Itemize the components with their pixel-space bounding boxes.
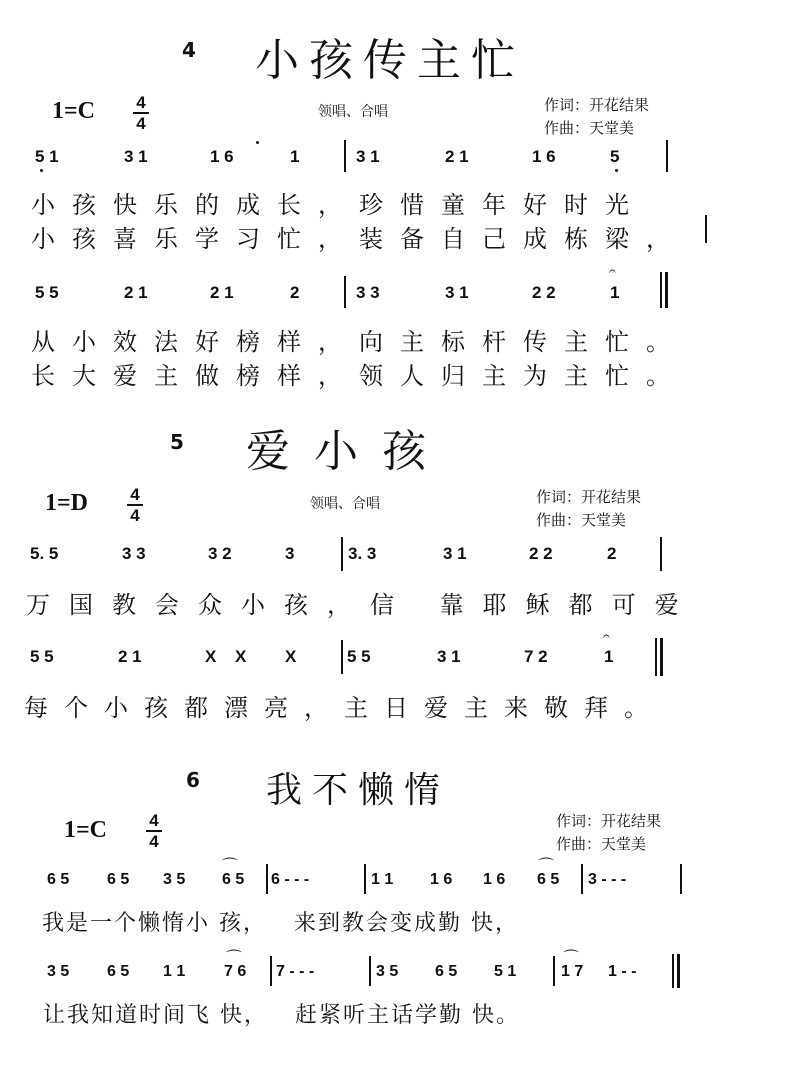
- slur-icon: ⌒: [222, 856, 239, 875]
- key-signature: 1=C: [64, 817, 108, 843]
- note-group: X: [285, 647, 297, 666]
- lyricist-credit: 作词：开花结果: [536, 488, 642, 506]
- note-group: 3 - - -: [588, 871, 627, 888]
- note-group: 2: [290, 283, 300, 302]
- note-group: 5 5: [30, 647, 54, 666]
- note-group: 1 1: [371, 871, 394, 888]
- lyric-line: 小孩喜乐学习忙，装备自己成栋梁，: [31, 225, 687, 253]
- song-number: 6: [186, 768, 200, 792]
- note-group: 6 - - -: [271, 871, 310, 888]
- lyric-line: 长大爱主做榜样，领人归主为主忙。: [31, 362, 687, 390]
- note-group: 2 1: [210, 283, 234, 302]
- note-group: X X: [205, 647, 247, 666]
- barline: [266, 864, 268, 894]
- note-group: 6 5: [107, 963, 130, 980]
- note-group: 2 1: [124, 283, 148, 302]
- note-group: 2 2: [529, 544, 553, 563]
- note-group: 2: [607, 544, 617, 563]
- barline: [680, 864, 682, 894]
- barline: [553, 956, 555, 986]
- note-group: 3 1: [124, 147, 148, 166]
- note-group: 5. 5: [30, 544, 59, 563]
- barline: [655, 638, 657, 676]
- note-group: 6 5: [107, 871, 130, 888]
- note-group: 3 2: [208, 544, 232, 563]
- note-group: 3: [285, 544, 295, 563]
- note-group: 6 5: [222, 871, 245, 888]
- note-group: 6 5: [537, 871, 560, 888]
- lyricist-credit: 作词：开花结果: [556, 812, 662, 830]
- barline: [660, 537, 662, 571]
- barline: [666, 140, 668, 172]
- song-title: 我不懒惰: [266, 770, 451, 811]
- time-signature: 4 4: [146, 812, 162, 850]
- fermata-icon: 𝄐: [609, 264, 616, 278]
- barline: [369, 956, 371, 986]
- note-group: 3 5: [376, 963, 399, 980]
- low-octave-dot: [40, 169, 43, 172]
- barline: [581, 864, 583, 894]
- time-signature: 4 4: [127, 486, 143, 524]
- note-group: 1: [610, 283, 620, 302]
- slur-icon: ⌒: [226, 948, 243, 967]
- song-title: 爱小孩: [246, 426, 450, 477]
- performance-note: 领唱、合唱: [310, 496, 380, 512]
- composer-credit: 作曲：天堂美: [544, 119, 635, 137]
- lyric-line: 每个小孩都漂亮，主日爱主来敬拜。: [24, 694, 664, 722]
- lyric-line: 小孩快乐的成长，珍惜童年好时光: [31, 191, 646, 219]
- performance-note: 领唱、合唱: [318, 104, 388, 120]
- note-group: 5 5: [35, 283, 59, 302]
- note-group: 7 6: [224, 963, 247, 980]
- note-group: 3 3: [356, 283, 380, 302]
- note-group: 3. 3: [348, 544, 377, 563]
- note-group: 3 3: [122, 544, 146, 563]
- note-group: 2 1: [445, 147, 469, 166]
- barline: [364, 864, 366, 894]
- barline: [270, 956, 272, 986]
- slur-icon: ⌒: [538, 856, 555, 875]
- note-group: 3 5: [163, 871, 186, 888]
- low-octave-dot: [615, 169, 618, 172]
- note-group: 1 7: [561, 963, 584, 980]
- fermata-icon: 𝄐: [603, 629, 610, 643]
- song-title: 小孩传主忙: [255, 35, 525, 86]
- note-group: 2 2: [532, 283, 556, 302]
- time-signature: 4 4: [133, 94, 149, 132]
- lyric-line: 我是一个懒惰小 孩， 来到教会变成勤 快，: [42, 911, 519, 936]
- song-number: 5: [170, 430, 184, 454]
- note-group: 1 1: [163, 963, 186, 980]
- note-group: 7 - - -: [276, 963, 315, 980]
- note-group: 5 5: [347, 647, 371, 666]
- note-group: 1 6: [532, 147, 556, 166]
- barline: [705, 215, 707, 243]
- barline: [672, 954, 674, 988]
- composer-credit: 作曲：天堂美: [536, 511, 627, 529]
- note-group: 3 1: [356, 147, 380, 166]
- note-group: 3 5: [47, 963, 70, 980]
- key-signature: 1=C: [52, 98, 96, 124]
- note-group: 7 2: [524, 647, 548, 666]
- note-group: 2 1: [118, 647, 142, 666]
- lyric-line: 让我知道时间飞 快， 赶紧听主话学勤 快。: [43, 1003, 520, 1028]
- barline: [341, 640, 343, 674]
- note-group: 1 6: [210, 147, 234, 166]
- key-signature: 1=D: [45, 490, 89, 516]
- note-group: 5: [610, 147, 620, 166]
- note-group: 1 - -: [608, 963, 637, 980]
- barline: [660, 272, 662, 308]
- note-group: 5 1: [494, 963, 517, 980]
- lyric-line: 从小效法好榜样，向主标杆传主忙。: [31, 328, 687, 356]
- final-barline: [677, 954, 680, 988]
- barline: [344, 276, 346, 308]
- note-group: 1: [290, 147, 300, 166]
- final-barline: [660, 638, 663, 676]
- note-group: 3 1: [443, 544, 467, 563]
- barline: [341, 537, 343, 571]
- composer-credit: 作曲：天堂美: [556, 835, 647, 853]
- final-barline: [665, 272, 668, 308]
- note-group: 1 6: [483, 871, 506, 888]
- barline: [344, 140, 346, 172]
- note-group: 5 1: [35, 147, 59, 166]
- slur-icon: ⌒: [563, 948, 580, 967]
- note-group: 3 1: [445, 283, 469, 302]
- high-octave-dot: [256, 141, 259, 144]
- song-number: 4: [182, 38, 196, 62]
- note-group: 6 5: [47, 871, 70, 888]
- lyricist-credit: 作词：开花结果: [544, 96, 650, 114]
- note-group: 6 5: [435, 963, 458, 980]
- note-group: 1 6: [430, 871, 453, 888]
- lyric-line: 万国教会众小孩，信 靠耶稣都可爱: [26, 591, 698, 619]
- note-group: 1: [604, 647, 614, 666]
- note-group: 3 1: [437, 647, 461, 666]
